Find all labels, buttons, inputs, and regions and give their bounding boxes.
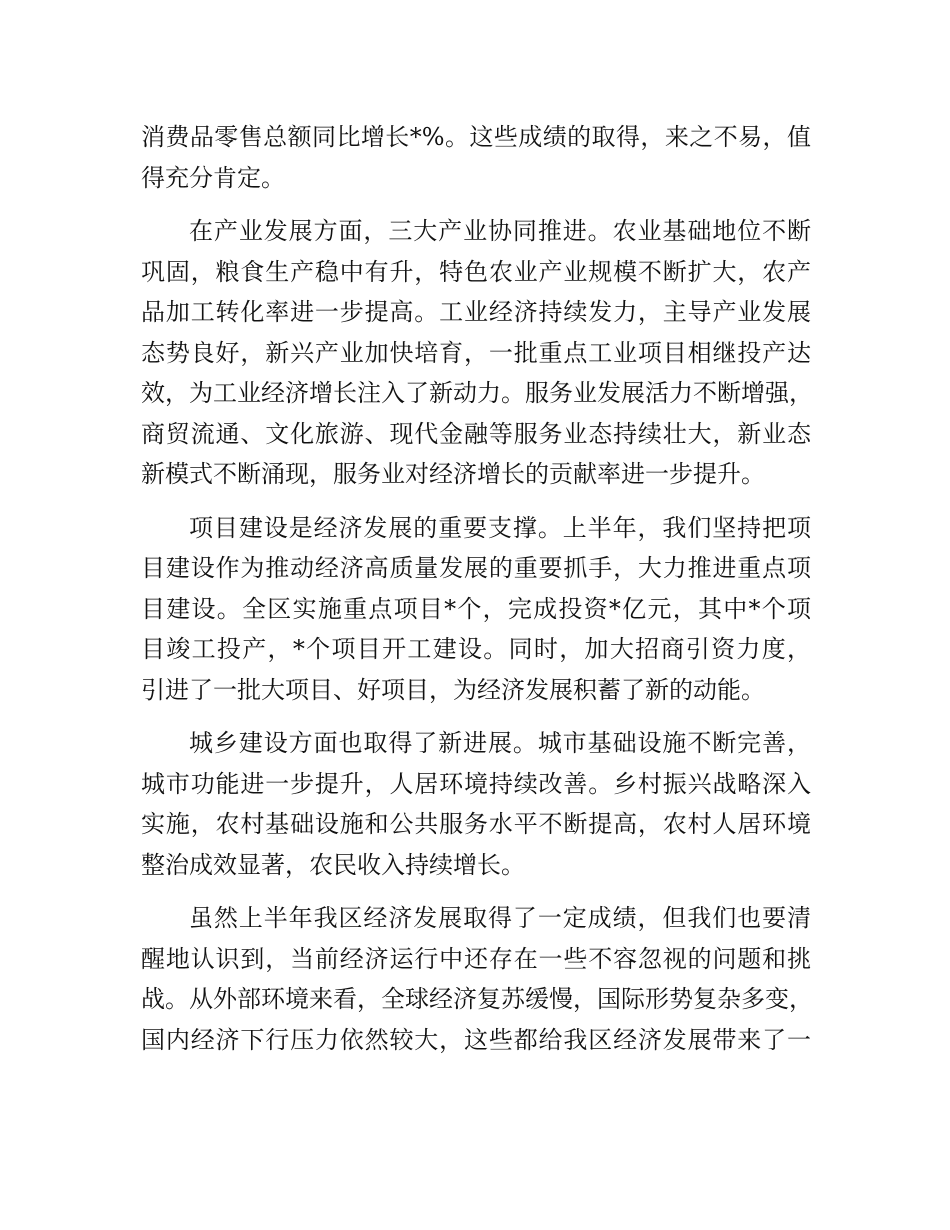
- text-line: 项目建设是经济发展的重要支撑。上半年，我们坚持把项: [189, 513, 811, 542]
- text-line: 目建设作为推动经济高质量发展的重要抓手，大力推进重点项: [141, 554, 811, 582]
- text-line: 战。从外部环境来看，全球经济复苏缓慢，国际形势复杂多变，: [141, 985, 813, 1013]
- paragraph: [141, 723, 811, 885]
- text-line: 得充分肯定。: [141, 163, 285, 192]
- paragraph: [141, 117, 811, 198]
- document-page: [141, 117, 811, 1073]
- text-line: 城乡建设方面也取得了新进展。城市基础设施不断完善，: [189, 729, 811, 757]
- text-line: 国内经济下行压力依然较大，这些都给我区经济发展带来了一: [141, 1025, 811, 1054]
- text-line: 巩固，粮食生产稳中有升，特色农业产业规模不断扩大，农产: [141, 257, 811, 286]
- text-line: 消费品零售总额同比增长*%。这些成绩的取得，来之不易，值: [141, 123, 811, 151]
- text-line: 效，为工业经济增长注入了新动力。服务业发展活力不断增强，: [141, 379, 813, 407]
- text-line: 实施，农村基础设施和公共服务水平不断提高，农村人居环境: [141, 810, 811, 838]
- text-line: 引进了一批大项目、好项目，为经济发展积蓄了新的动能。: [141, 675, 765, 704]
- text-line: 整治成效显著，农民收入持续增长。: [141, 850, 525, 879]
- text-line: 虽然上半年我区经济发展取得了一定成绩，但我们也要清: [189, 904, 811, 932]
- text-line: 商贸流通、文化旅游、现代金融等服务业态持续壮大，新业态: [141, 419, 811, 448]
- text-line: 城市功能进一步提升，人居环境持续改善。乡村振兴战略深入: [141, 769, 811, 798]
- paragraph: [141, 898, 811, 1060]
- text-line: 新模式不断涌现，服务业对经济增长的贡献率进一步提升。: [141, 460, 765, 488]
- text-line: 品加工转化率进一步提高。工业经济持续发力，主导产业发展: [141, 298, 811, 326]
- text-line: 态势良好，新兴产业加快培育，一批重点工业项目相继投产达: [141, 338, 811, 367]
- text-line: 目建设。全区实施重点项目*个，完成投资*亿元，其中*个项: [141, 594, 811, 623]
- text-line: 在产业发展方面，三大产业协同推进。农业基础地位不断: [189, 217, 811, 245]
- paragraph: [141, 508, 811, 711]
- text-line: 醒地认识到，当前经济运行中还存在一些不容忽视的问题和挑: [141, 944, 811, 973]
- paragraph: [141, 211, 811, 495]
- text-line: 目竣工投产，*个项目开工建设。同时，加大招商引资力度，: [141, 635, 811, 663]
